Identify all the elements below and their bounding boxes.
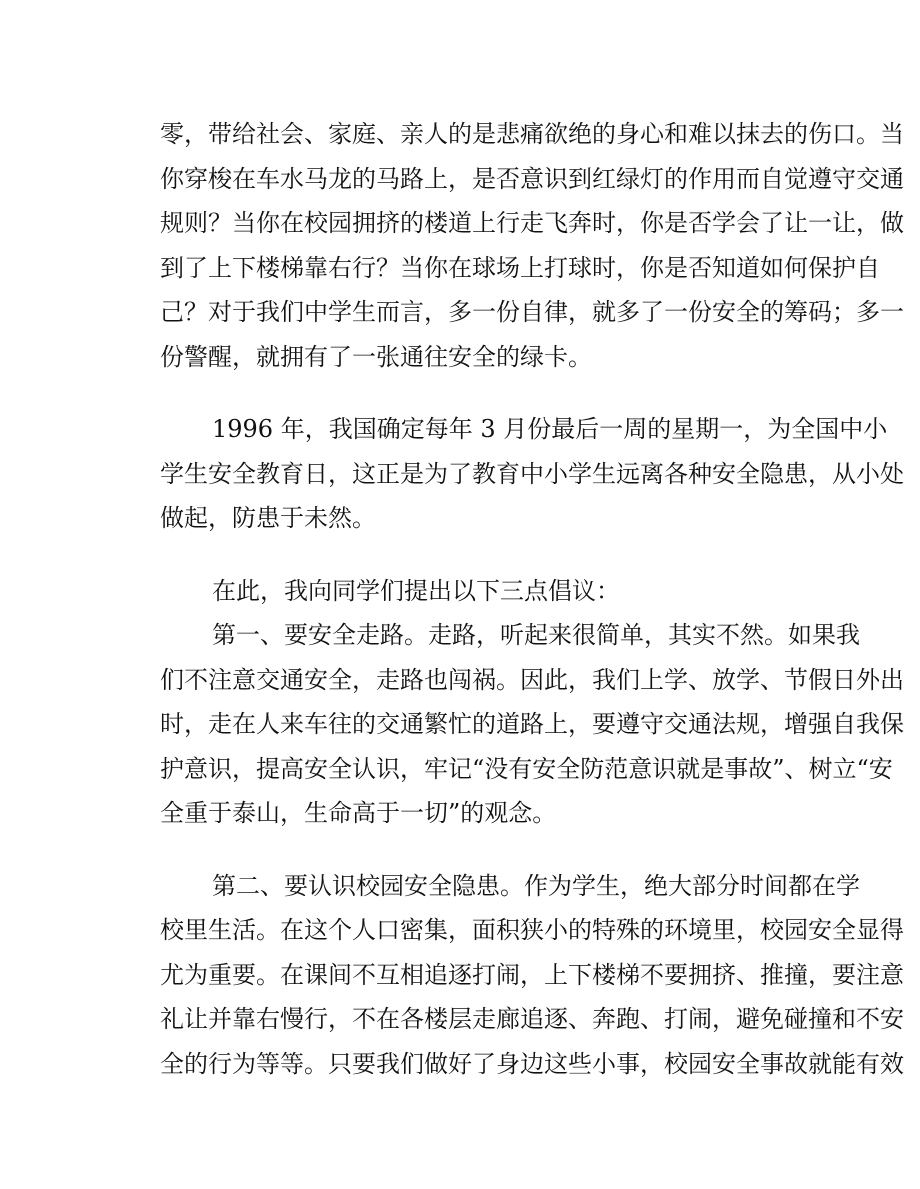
paragraph-5 [160,864,904,1087]
paragraph-line: 份警醒，就拥有了一张通往安全的绿卡。 [160,342,592,371]
paragraph-line: 护意识，提高安全认识，牢记“没有安全防范意识就是事故”、树立“安 [160,754,893,783]
paragraph-line: 1996 年，我国确定每年 3 月份最后一周的星期一，为全国中小 [212,415,888,443]
paragraph-line: 时，走在人来车往的交通繁忙的道路上，要遵守交通法规，增强自我保 [160,710,904,738]
paragraph-2 [160,407,904,541]
paragraph-line: 学生安全教育日，这正是为了教育中小学生远离各种安全隐患，从小处 [160,459,904,488]
paragraph-line: 到了上下楼梯靠右行？当你在球场上打球时，你是否知道如何保护自 [160,253,880,282]
paragraph-spacing [160,541,810,569]
document-body [160,112,904,1086]
paragraph-line: 做起，防患于未然。 [160,504,376,532]
paragraph-4 [160,613,904,836]
paragraph-line: 己？对于我们中学生而言，多一份自律，就多了一份安全的筹码；多一 [160,298,904,326]
paragraph-3 [160,569,810,614]
paragraph-line: 零，带给社会、家庭、亲人的是悲痛欲绝的身心和难以抹去的伤口。当 [160,120,904,148]
paragraph-1 [160,112,904,379]
paragraph-line: 第一、要安全走路。走路，听起来很简单，其实不然。如果我 [212,621,860,649]
paragraph-line: 们不注意交通安全，走路也闯祸。因此，我们上学、放学、节假日外出 [160,665,904,694]
paragraph-spacing [160,836,810,864]
paragraph-line: 尤为重要。在课间不互相追逐打闹，上下楼梯不要拥挤、推撞，要注意 [160,960,904,989]
paragraph-line: 全的行为等等。只要我们做好了身边这些小事，校园安全事故就能有效 [160,1049,904,1078]
paragraph-line: 在此，我向同学们提出以下三点倡议： [212,576,620,605]
paragraph-line: 第二、要认识校园安全隐患。作为学生，绝大部分时间都在学 [212,871,860,900]
paragraph-line: 你穿梭在车水马龙的马路上，是否意识到红绿灯的作用而自觉遵守交通 [160,164,904,193]
paragraph-line: 礼让并靠右慢行，不在各楼层走廊追逐、奔跑、打闹，避免碰撞和不安 [160,1005,904,1033]
paragraph-line: 校里生活。在这个人口密集，面积狭小的特殊的环境里，校园安全显得 [160,916,904,944]
paragraph-spacing [160,379,810,407]
paragraph-line: 全重于泰山，生命高于一切”的观念。 [160,799,557,827]
paragraph-line: 规则？当你在校园拥挤的楼道上行走飞奔时，你是否学会了让一让，做 [160,209,904,237]
